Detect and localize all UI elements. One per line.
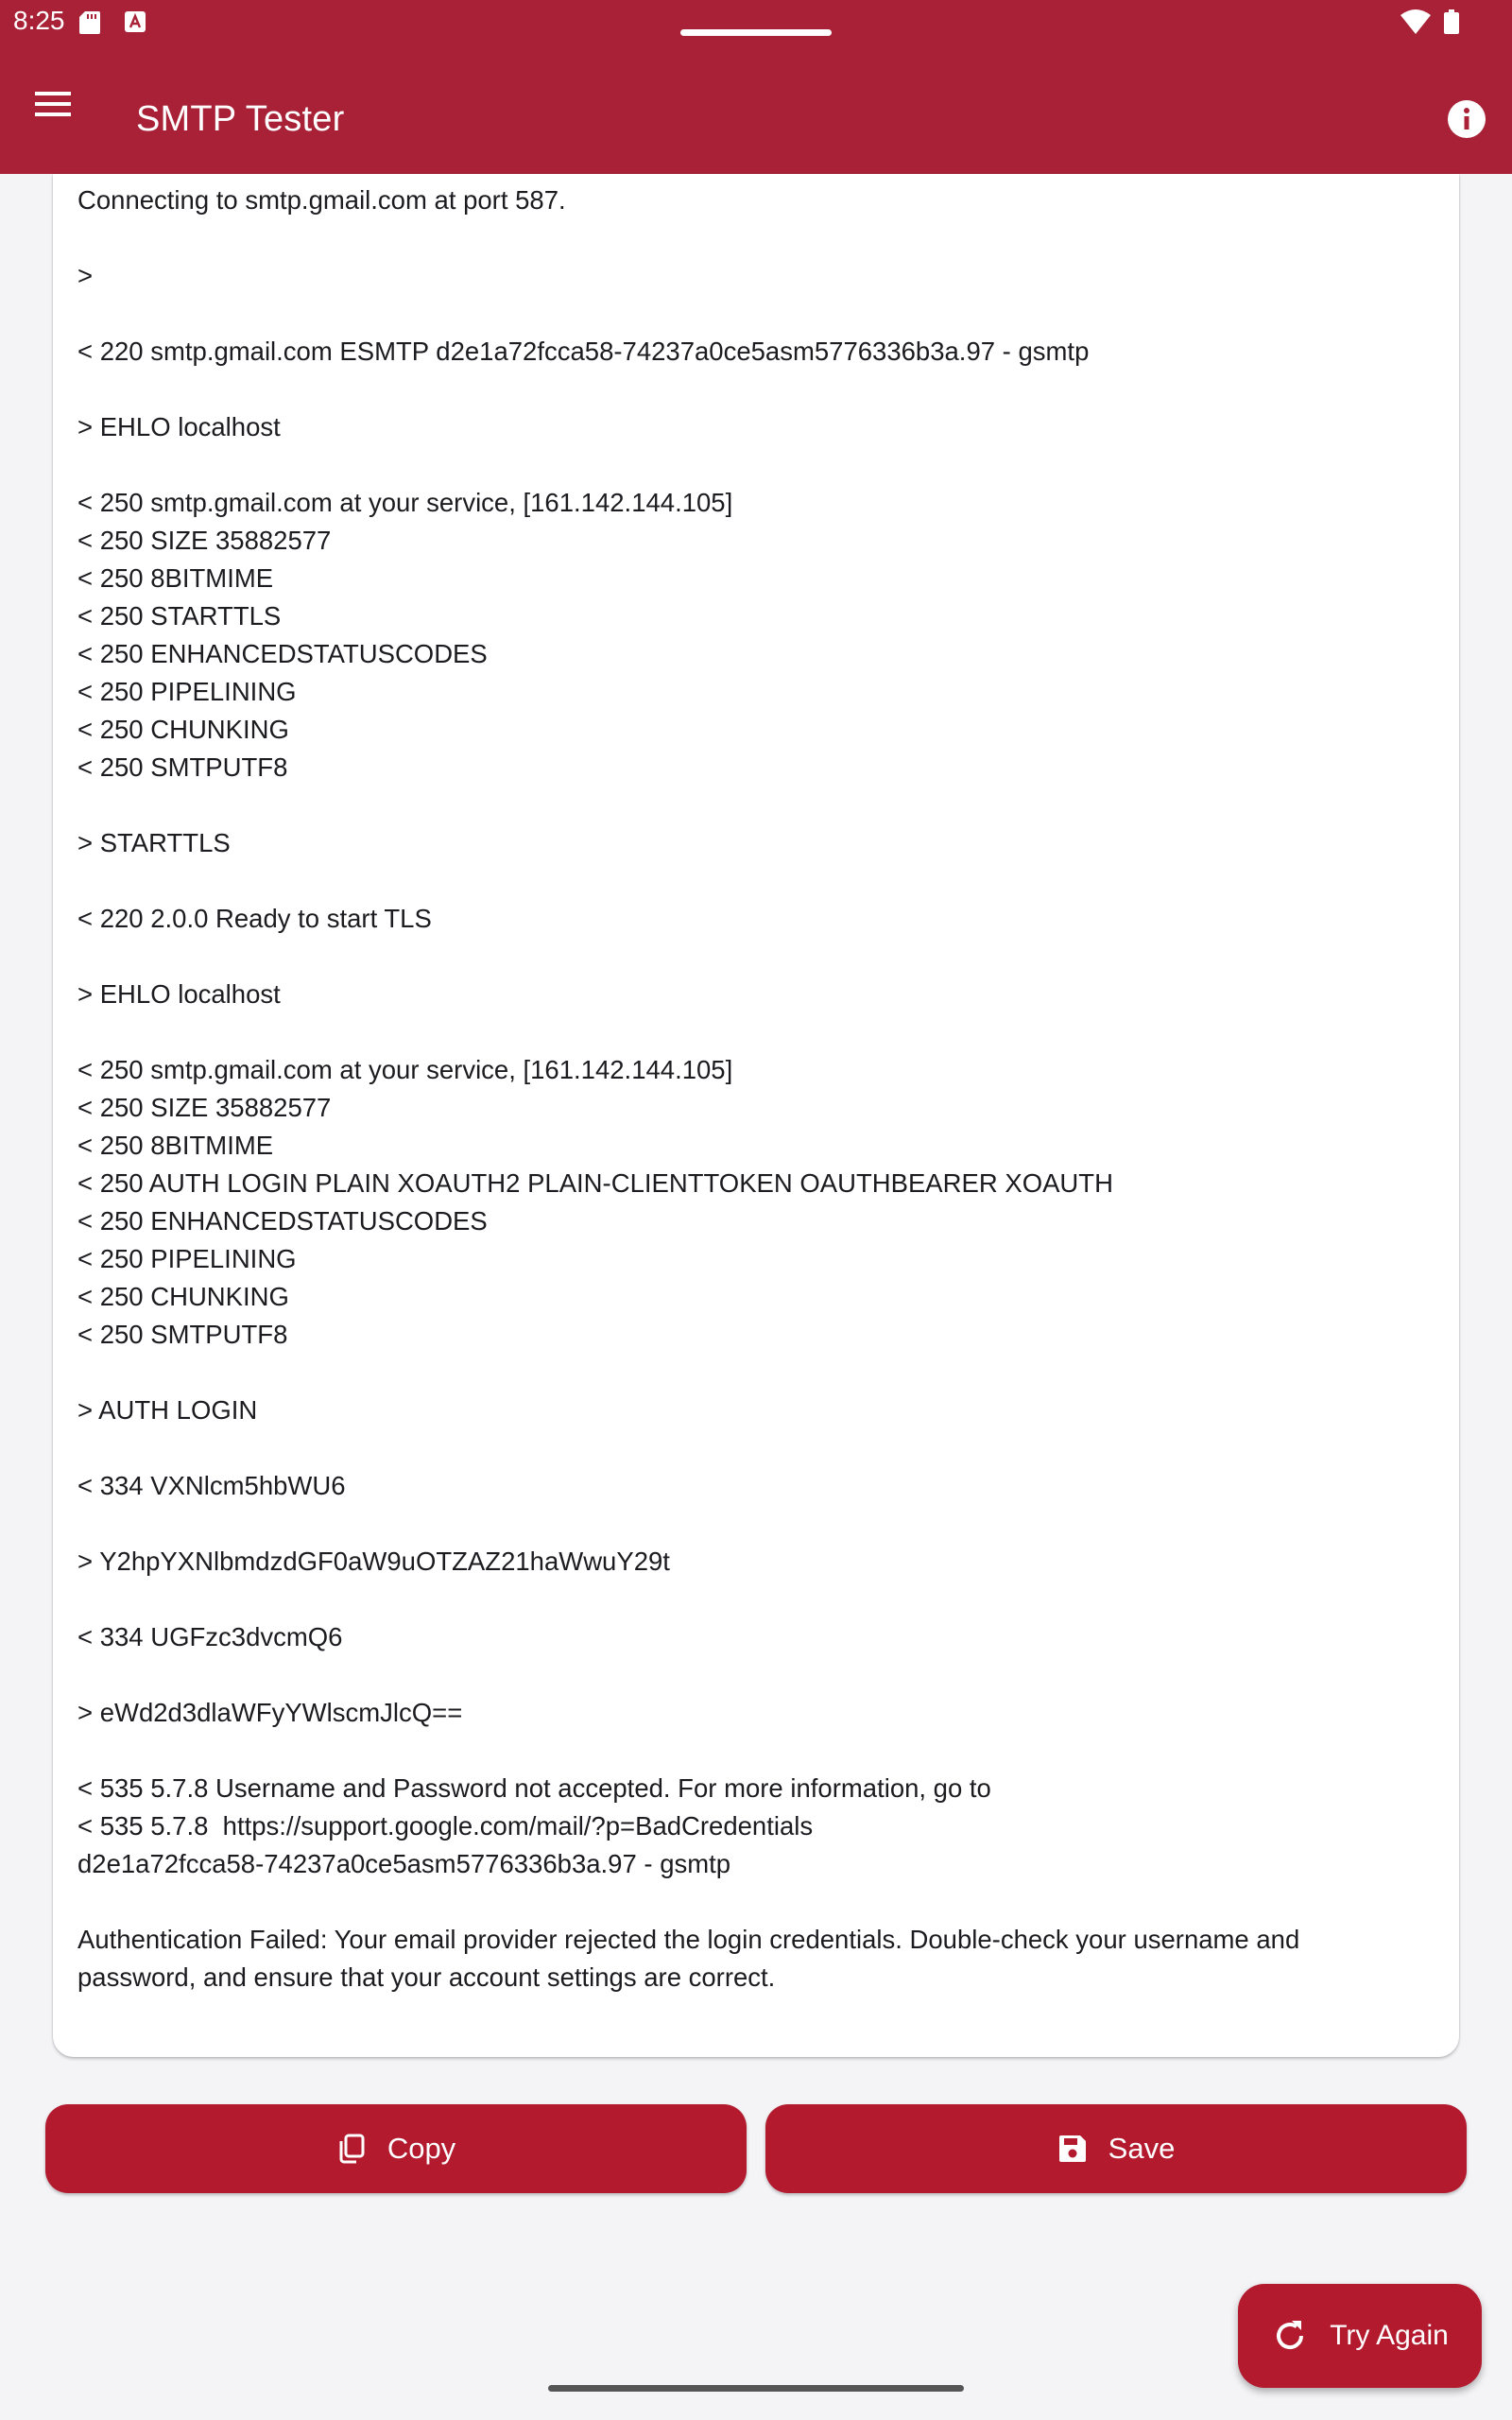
log-line: > STARTTLS: [77, 828, 231, 857]
log-line: < 250 CHUNKING: [77, 715, 289, 744]
log-output-text: [77, 182, 1438, 1996]
log-line: [77, 1429, 1438, 1467]
log-line: Authentication Failed: Your email provider rejected the login credentials. Double-check your username and: [77, 1925, 1300, 1954]
menu-button[interactable]: [23, 76, 83, 136]
log-line: < 250 SIZE 35882577: [77, 1093, 332, 1122]
log-line: [77, 786, 1438, 824]
try-again-button[interactable]: [1238, 2284, 1482, 2388]
refresh-icon: [1271, 2317, 1309, 2355]
log-line: < 250 PIPELINING: [77, 1244, 297, 1273]
log-line: > EHLO localhost: [77, 979, 281, 1009]
try-again-label: Try Again: [1330, 2320, 1449, 2351]
log-line: [77, 295, 1438, 333]
log-line: < 250 smtp.gmail.com at your service, [161.142.144.105]: [77, 488, 733, 517]
log-line: Connecting to smtp.gmail.com at port 587.: [77, 185, 566, 215]
log-line: < 250 ENHANCEDSTATUSCODES: [77, 639, 488, 668]
log-line: [77, 1732, 1438, 1770]
save-button[interactable]: [765, 2104, 1467, 2193]
log-line: < 250 SMTPUTF8: [77, 752, 288, 782]
menu-icon: [35, 90, 71, 123]
log-line: [77, 371, 1438, 408]
log-line: < 220 2.0.0 Ready to start TLS: [77, 904, 432, 933]
log-line: [77, 1505, 1438, 1543]
log-line: < 250 8BITMIME: [77, 1131, 274, 1160]
log-line: [77, 938, 1438, 976]
log-line: < 535 5.7.8 https://support.google.com/mail/?p=BadCredentials: [77, 1811, 814, 1841]
log-line: < 250 AUTH LOGIN PLAIN XOAUTH2 PLAIN-CLIENTTOKEN OAUTHBEARER XOAUTH: [77, 1168, 1113, 1198]
log-line: < 250 CHUNKING: [77, 1282, 289, 1311]
save-button-label: Save: [1108, 2132, 1176, 2165]
log-line: > AUTH LOGIN: [77, 1395, 258, 1425]
app-title: SMTP Tester: [136, 99, 345, 139]
log-line: d2e1a72fcca58-74237a0ce5asm5776336b3a.97 - gsmtp: [77, 1849, 731, 1878]
log-line: [77, 1354, 1438, 1392]
battery-icon: [1444, 9, 1459, 34]
log-line: [77, 219, 1438, 257]
save-icon: [1057, 2134, 1088, 2164]
status-time: 8:25: [13, 6, 65, 35]
log-line: < 250 8BITMIME: [77, 563, 274, 593]
log-line: < 250 PIPELINING: [77, 677, 297, 706]
status-drag-handle[interactable]: [680, 29, 832, 36]
log-line: > EHLO localhost: [77, 412, 281, 441]
log-output-card[interactable]: [53, 174, 1459, 2057]
log-line: [77, 1656, 1438, 1694]
log-line: [77, 1883, 1438, 1921]
sd-card-icon: [79, 11, 100, 34]
log-line: < 250 smtp.gmail.com at your service, [161.142.144.105]: [77, 1055, 733, 1084]
log-line: [77, 446, 1438, 484]
log-line: < 334 UGFzc3dvcmQ6: [77, 1622, 343, 1651]
navigation-handle[interactable]: [548, 2385, 964, 2392]
status-bar: [0, 0, 1512, 45]
log-line: < 220 smtp.gmail.com ESMTP d2e1a72fcca58-74237a0ce5asm5776336b3a.97 - gsmtp: [77, 337, 1090, 366]
log-line: [77, 1581, 1438, 1618]
log-line: < 334 VXNlcm5hbWU6: [77, 1471, 346, 1500]
app-bar: [0, 45, 1512, 174]
a-notification-icon: [125, 11, 146, 32]
copy-button-label: Copy: [387, 2132, 456, 2165]
log-line: > eWd2d3dlaWFyYWlscmJlcQ==: [77, 1698, 463, 1727]
log-line: [77, 1013, 1438, 1051]
info-icon: [1447, 99, 1486, 144]
log-line: [77, 862, 1438, 900]
log-line: password, and ensure that your account settings are correct.: [77, 1962, 776, 1992]
log-line: < 250 SIZE 35882577: [77, 526, 332, 555]
log-line: >: [77, 261, 94, 290]
info-button[interactable]: [1436, 91, 1497, 151]
log-line: < 535 5.7.8 Username and Password not accepted. For more information, go to: [77, 1773, 991, 1803]
log-line: < 250 ENHANCEDSTATUSCODES: [77, 1206, 488, 1236]
log-line: < 250 SMTPUTF8: [77, 1320, 288, 1349]
copy-icon: [336, 2134, 367, 2164]
wifi-icon: [1400, 9, 1431, 34]
copy-button[interactable]: [45, 2104, 747, 2193]
log-line: > Y2hpYXNlbmdzdGF0aW9uOTZAZ21haWwuY29t: [77, 1547, 670, 1576]
log-line: < 250 STARTTLS: [77, 601, 282, 631]
